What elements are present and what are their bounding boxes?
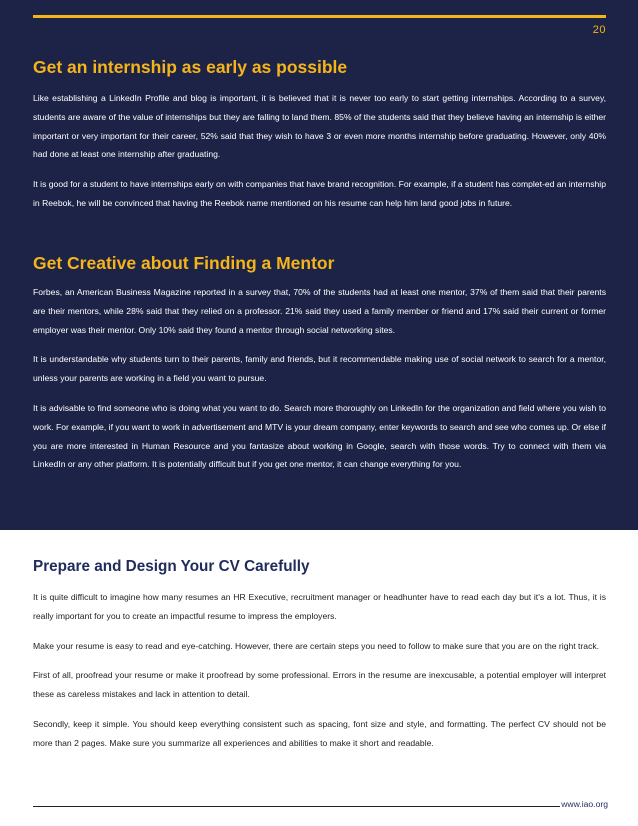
- section-heading: Get Creative about Finding a Mentor: [33, 253, 335, 273]
- section-cv: [33, 556, 606, 764]
- section-heading: Get an internship as early as possible: [33, 57, 348, 77]
- top-accent-rule: [33, 15, 606, 18]
- section-heading: Prepare and Design Your CV Carefully: [33, 558, 310, 575]
- paragraph: It is quite difficult to imagine how many resumes an HR Executive, recruitment manager or headhunter have to read each day but it's a lot. Thus, it is really important for you to create an impactful resume to impress the employers.: [33, 592, 606, 621]
- paragraph: It is advisable to find someone who is doing what you want to do. Search more thoroughly on LinkedIn for the organization and field where you wish to work. For example, if you want to work in advertisement and MTV is your dream company, enter keywords to search and see who comes up. Or else if you are more interested in Human Resource and you fantasize about working in Google, search with those words. Try to connect with them via LinkedIn or any other platform. It is potentially difficult but if you get one mentor, it can change everything for you.: [33, 402, 606, 470]
- footer-rule: [33, 806, 560, 807]
- footer-url-link[interactable]: www.iao.org: [561, 799, 608, 809]
- section-mentor: [33, 252, 606, 485]
- page-number: 20: [592, 24, 606, 36]
- paragraph: Make your resume is easy to read and eye-catching. However, there are certain steps you need to follow to make sure that you are on the right track.: [33, 640, 600, 651]
- paragraph: Secondly, keep it simple. You should keep everything consistent such as spacing, font size and style, and formatting. The perfect CV should not be more than 2 pages. Make sure you summarize all experiences and abilities to make it short and readable.: [33, 718, 606, 748]
- paragraph: It is good for a student to have internships early on with companies that have brand recognition. For example, if a student has complet-ed an internship in Reebok, he will be convinced that having the Reebok name mentioned on his resume can help him land good jobs in future.: [33, 179, 606, 208]
- paragraph: It is understandable why students turn to their parents, family and friends, but it recommendable making use of social network to search for a mentor, unless your parents are working in a field you want to pursue.: [33, 354, 606, 384]
- paragraph: First of all, proofread your resume or make it proofread by some professional. Errors in the resume are inexcusable, a potential employer will interpret these as careless mistakes and lack in attention to detail.: [33, 670, 606, 700]
- paragraph: Forbes, an American Business Magazine reported in a survey that, 70% of the students had at least one mentor, 37% of them said that their parents are their mentors, while 28% said that they relied on a professor. 21% said they used a family member or friend and 17% said their current or former employer was their mentor. Only 10% said they found a mentor through social networking sites.: [33, 287, 606, 335]
- paragraph: Like establishing a LinkedIn Profile and blog is important, it is believed that it is never too early to start getting internships. According to a survey, students are aware of the value of internships but they are falling to land them. 85% of the students said that they believe having an internship is either important or very important for their career, 52% said that they wish to have 3 or even more months internship before graduating. However, only 40% had done at least one internship after graduating.: [33, 93, 606, 160]
- section-internship: [33, 56, 606, 224]
